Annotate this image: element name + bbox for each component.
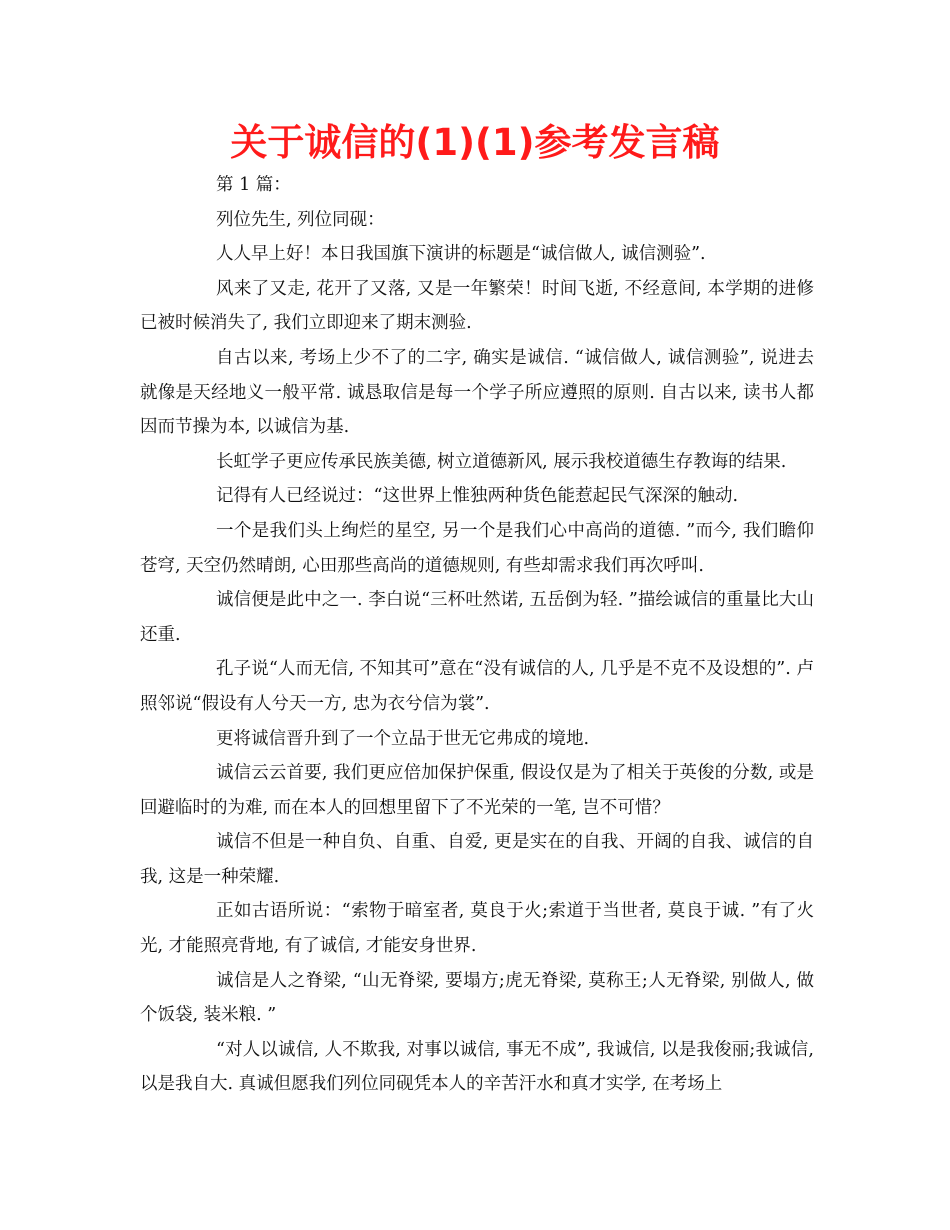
paragraph: 自古以来, 考场上少不了的二字, 确实是诚信. “诚信做人, 诚信测验”, 说进去就像是天经地义一般平常. 诚恳取信是每一个学子所应遵照的原则. 自古以来, 读书人都因而节操为本, 以诚信为基. (140, 347, 814, 438)
paragraph: 诚信是人之脊梁, “山无脊梁, 要塌方;虎无脊梁, 莫称王;人无脊梁, 别做人, 做个饭袋, 装米粮. ” (140, 970, 814, 1026)
document-body (140, 168, 814, 1102)
paragraph: 诚信不但是一种自负、自重、自爱, 更是实在的自我、开阔的自我、诚信的自我, 这是一种荣耀. (140, 832, 814, 887)
paragraph: 正如古语所说：“索物于暗室者, 莫良于火;索道于当世者, 莫良于诚. ”有了火光, 才能照亮背地, 有了诚信, 才能安身世界. (140, 901, 814, 957)
paragraph: 诚信便是此中之一. 李白说“三杯吐然诺, 五岳倒为轻. ”描绘诚信的重量比大山还重. (140, 590, 814, 645)
paragraph: 一个是我们头上绚烂的星空, 另一个是我们心中高尚的道德. ”而今, 我们瞻仰苍穹, 天空仍然晴朗, 心田那些高尚的道德规则, 有些却需求我们再次呼叫. (140, 520, 814, 576)
paragraph: 记得有人已经说过：“这世界上惟独两种货色能惹起民气深深的触动. (216, 486, 739, 507)
paragraph: 列位先生, 列位同砚： (216, 209, 385, 230)
paragraph: 第 1 篇： (216, 175, 291, 195)
document-title: 关于诚信的(1)(1)参考发言稿 (230, 121, 720, 164)
paragraph: 孔子说“人而无信, 不知其可”意在“没有诚信的人, 几乎是不克不及设想的”. 卢照邻说“假设有人兮天一方, 忠为衣兮信为裳”. (140, 659, 814, 714)
paragraph: 更将诚信晋升到了一个立品于世无它弗成的境地. (216, 728, 590, 749)
paragraph: 人人早上好！本日我国旗下演讲的标题是“诚信做人, 诚信测验”. (216, 244, 706, 265)
paragraph: “对人以诚信, 人不欺我, 对事以诚信, 事无不成”, 我诚信, 以是我俊丽;我诚信, 以是我自大. 真诚但愿我们列位同砚凭本人的辛苦汗水和真才实学, 在考场上 (140, 1039, 814, 1095)
paragraph: 诚信云云首要, 我们更应倍加保护保重, 假设仅是为了相关于英俊的分数, 或是回避临时的为难, 而在本人的回想里留下了不光荣的一笔, 岂不可惜？ (140, 763, 814, 818)
paragraph: 风来了又走, 花开了又落, 又是一年繁荣！时间飞逝, 不经意间, 本学期的进修已被时候消失了, 我们立即迎来了期末测验. (140, 278, 814, 334)
paragraph: 长虹学子更应传承民族美德, 树立道德新风, 展示我校道德生存教诲的结果. (216, 451, 787, 472)
